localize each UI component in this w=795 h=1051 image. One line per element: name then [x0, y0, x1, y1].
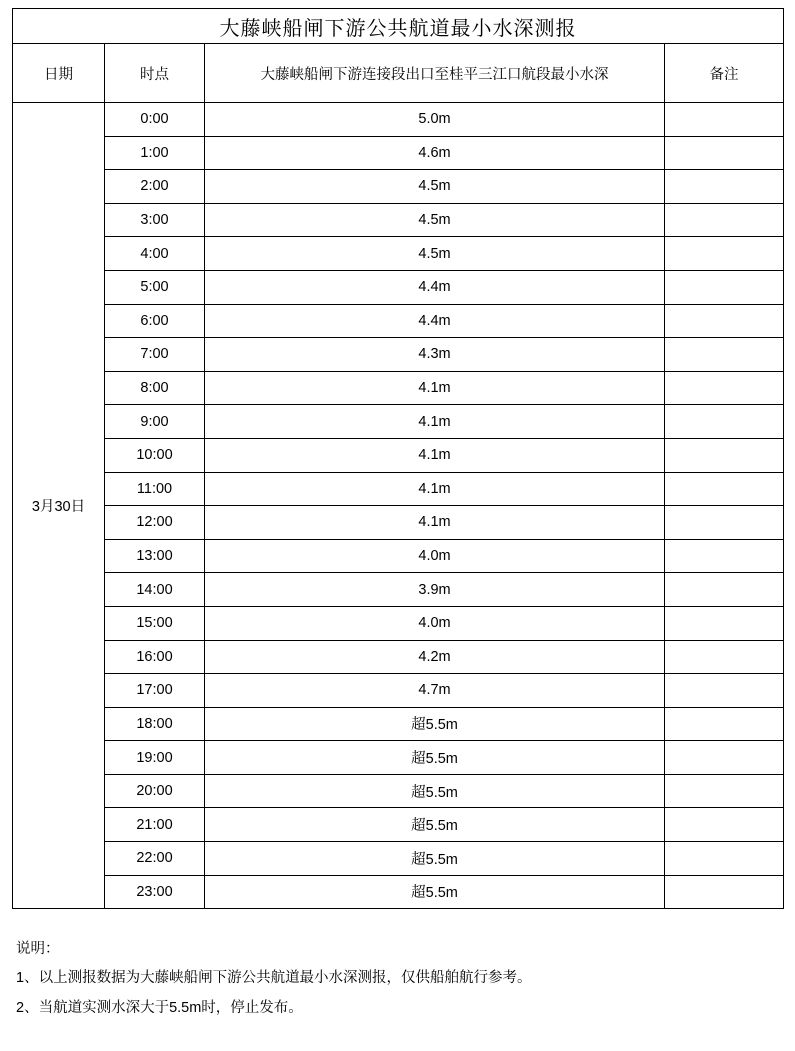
- column-header-time: 时点: [105, 44, 205, 103]
- cell-time: 10:00: [105, 438, 205, 472]
- cell-note: [665, 573, 784, 607]
- table-row: [13, 741, 784, 775]
- cell-note: [665, 875, 784, 909]
- table-row: [13, 438, 784, 472]
- cell-note: [665, 371, 784, 405]
- table-row: [13, 270, 784, 304]
- table-row: [13, 136, 784, 170]
- table-row: [13, 237, 784, 271]
- cell-note: [665, 640, 784, 674]
- cell-depth: 4.0m: [205, 539, 665, 573]
- cell-time: 19:00: [105, 741, 205, 775]
- cell-time: 8:00: [105, 371, 205, 405]
- cell-note: [665, 707, 784, 741]
- cell-note: [665, 808, 784, 842]
- cell-depth: 4.4m: [205, 304, 665, 338]
- cell-time: 9:00: [105, 405, 205, 439]
- table-row: [13, 405, 784, 439]
- table-row: [13, 707, 784, 741]
- cell-note: [665, 136, 784, 170]
- table-row: [13, 338, 784, 372]
- cell-depth: 3.9m: [205, 573, 665, 607]
- cell-time: 14:00: [105, 573, 205, 607]
- cell-depth: 4.4m: [205, 270, 665, 304]
- table-row: [13, 606, 784, 640]
- table-row: [13, 674, 784, 708]
- cell-time: 22:00: [105, 842, 205, 876]
- cell-note: [665, 304, 784, 338]
- cell-note: [665, 338, 784, 372]
- page-title: 大藤峡船闸下游公共航道最小水深测报: [13, 9, 784, 44]
- cell-depth: 超5.5m: [205, 875, 665, 909]
- notes-section: [12, 935, 783, 1023]
- table-row: [13, 203, 784, 237]
- column-header-depth: 大藤峡船闸下游连接段出口至桂平三江口航段最小水深: [205, 44, 665, 103]
- cell-depth: 4.1m: [205, 405, 665, 439]
- cell-depth: 超5.5m: [205, 707, 665, 741]
- table-header-row: [13, 44, 784, 103]
- table-row: [13, 170, 784, 204]
- cell-note: [665, 237, 784, 271]
- table-row: [13, 371, 784, 405]
- cell-depth: 5.0m: [205, 103, 665, 137]
- cell-depth: 4.1m: [205, 506, 665, 540]
- cell-depth: 4.5m: [205, 237, 665, 271]
- table-row: [13, 103, 784, 137]
- table-row: [13, 875, 784, 909]
- water-depth-table: [12, 8, 784, 909]
- cell-time: 11:00: [105, 472, 205, 506]
- cell-note: [665, 842, 784, 876]
- cell-depth: 4.3m: [205, 338, 665, 372]
- cell-depth: 4.5m: [205, 170, 665, 204]
- table-row: [13, 573, 784, 607]
- cell-time: 0:00: [105, 103, 205, 137]
- cell-note: [665, 774, 784, 808]
- cell-depth: 4.7m: [205, 674, 665, 708]
- cell-time: 13:00: [105, 539, 205, 573]
- cell-note: [665, 405, 784, 439]
- table-row: [13, 472, 784, 506]
- cell-depth: 超5.5m: [205, 741, 665, 775]
- cell-time: 3:00: [105, 203, 205, 237]
- table-row: [13, 506, 784, 540]
- cell-time: 6:00: [105, 304, 205, 338]
- cell-depth: 4.1m: [205, 472, 665, 506]
- cell-note: [665, 438, 784, 472]
- cell-note: [665, 103, 784, 137]
- cell-note: [665, 170, 784, 204]
- note-item: 1、以上测报数据为大藤峡船闸下游公共航道最小水深测报，仅供船舶航行参考。: [16, 970, 532, 987]
- cell-time: 15:00: [105, 606, 205, 640]
- cell-note: [665, 270, 784, 304]
- cell-depth: 4.1m: [205, 438, 665, 472]
- cell-time: 12:00: [105, 506, 205, 540]
- cell-note: [665, 506, 784, 540]
- table-row: [13, 774, 784, 808]
- cell-time: 23:00: [105, 875, 205, 909]
- cell-depth: 4.6m: [205, 136, 665, 170]
- table-row: [13, 640, 784, 674]
- cell-time: 2:00: [105, 170, 205, 204]
- cell-note: [665, 741, 784, 775]
- cell-note: [665, 539, 784, 573]
- cell-time: 7:00: [105, 338, 205, 372]
- cell-time: 16:00: [105, 640, 205, 674]
- cell-note: [665, 606, 784, 640]
- notes-heading: 说明：: [16, 941, 60, 958]
- cell-note: [665, 203, 784, 237]
- cell-note: [665, 472, 784, 506]
- table-title-row: [13, 9, 784, 44]
- cell-time: 5:00: [105, 270, 205, 304]
- cell-time: 18:00: [105, 707, 205, 741]
- table-row: [13, 539, 784, 573]
- table-row: [13, 842, 784, 876]
- cell-depth: 4.0m: [205, 606, 665, 640]
- cell-depth: 超5.5m: [205, 774, 665, 808]
- cell-depth: 4.5m: [205, 203, 665, 237]
- cell-time: 21:00: [105, 808, 205, 842]
- cell-note: [665, 674, 784, 708]
- note-item: 2、当航道实测水深大于5.5m时，停止发布。: [16, 1000, 303, 1017]
- cell-time: 17:00: [105, 674, 205, 708]
- date-value: 3月30日: [13, 103, 105, 909]
- cell-depth: 4.2m: [205, 640, 665, 674]
- cell-depth: 4.1m: [205, 371, 665, 405]
- cell-depth: 超5.5m: [205, 808, 665, 842]
- cell-time: 1:00: [105, 136, 205, 170]
- cell-depth: 超5.5m: [205, 842, 665, 876]
- column-header-note: 备注: [665, 44, 784, 103]
- table-row: [13, 808, 784, 842]
- column-header-date: 日期: [13, 44, 105, 103]
- cell-time: 4:00: [105, 237, 205, 271]
- table-row: [13, 304, 784, 338]
- cell-time: 20:00: [105, 774, 205, 808]
